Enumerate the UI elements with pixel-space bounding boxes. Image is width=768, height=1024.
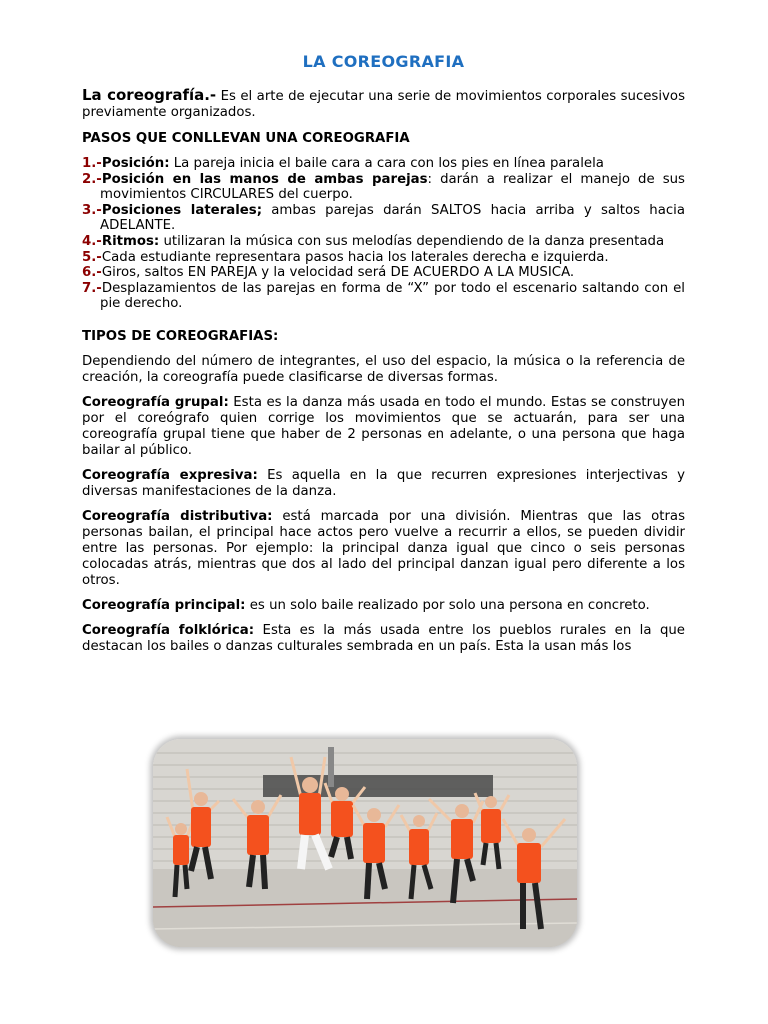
type-text: Esta es la danza más usada en todo el mundo. Estas se construyen por el coreógrafo quien corrige los movimientos que se actuarán, para ser una coreografía grupal tiene que haber de 2 personas en adelante, o una persona que haga bailar al público.: [82, 394, 685, 458]
intro-paragraph: [82, 87, 685, 121]
gym-floor: [153, 869, 577, 947]
step-item: [82, 281, 685, 312]
type-text: Es aquella en la que recurren expresiones interjectivas y diversas manifestaciones de la danza.: [82, 467, 685, 499]
intro-term: La coreografía.-: [82, 86, 217, 104]
step-label: Posición en las manos de ambas parejas: [101, 171, 428, 187]
dancers-illustration: [153, 739, 577, 947]
step-label: Ritmos:: [101, 233, 160, 249]
step-text: : darán a realizar el manejo de sus movimientos CIRCULARES del cuerpo.: [100, 171, 685, 203]
type-text: Esta es la más usada entre los pueblos rurales en la que destacan los bailes o danzas culturales sembrada en un país. Esta la usan más los: [82, 622, 685, 654]
step-item: [82, 156, 685, 172]
step-item: [82, 250, 685, 266]
step-number: 2.-: [82, 171, 102, 187]
type-paragraph: [82, 395, 685, 459]
step-number: 5.-: [82, 249, 102, 265]
step-label: Posición:: [101, 156, 170, 171]
type-term: Coreografía expresiva:: [82, 467, 258, 483]
dancers-photo: [153, 739, 577, 947]
document-page: [82, 52, 685, 655]
step-text: Desplazamientos de las parejas en forma de “X” por todo el escenario saltando con el pie derecho.: [100, 280, 685, 312]
type-term: Coreografía grupal:: [82, 394, 229, 410]
steps-list: [82, 156, 685, 312]
step-number: 3.-: [82, 202, 102, 218]
step-label: Posiciones laterales;: [101, 202, 263, 218]
step-number: 7.-: [82, 280, 102, 296]
type-text: está marcada por una división. Mientras que las otras personas bailan, el principal hace actos pero vuelve a recurrir a ellos, se pueden dividir entre las personas. Por ejemplo: la principal danza igual que cinco o seis personas colocadas atrás, mientras que dos al lado del principal danzan igual pero diferente a los otros.: [82, 508, 686, 588]
type-term: Coreografía folklórica:: [82, 622, 255, 638]
step-text: Giros, saltos EN PAREJA y la velocidad será DE ACUERDO A LA MUSICA.: [101, 265, 575, 281]
type-text: es un solo baile realizado por solo una persona en concreto.: [245, 597, 650, 613]
step-item: [82, 265, 685, 281]
intro-text: Es el arte de ejecutar una serie de movimientos corporales sucesivos previamente organizados.: [82, 89, 685, 120]
type-paragraph: [82, 468, 685, 500]
step-text: La pareja inicia el baile cara a cara con los pies en línea paralela: [169, 156, 604, 171]
basket-post: [328, 747, 334, 787]
type-paragraph: [82, 623, 685, 655]
step-text: ambas parejas darán SALTOS hacia arriba y saltos hacia ADELANTE.: [100, 202, 685, 234]
types-intro: Dependiendo del número de integrantes, el uso del espacio, la música o la referencia de creación, la coreografía puede clasificarse de diversas formas.: [82, 353, 685, 385]
page-title: LA COREOGRAFIA: [302, 52, 465, 71]
step-text: utilizaran la música con sus melodías dependiendo de la danza presentada: [159, 233, 665, 249]
type-paragraph: [82, 509, 685, 589]
step-number: 4.-: [82, 233, 102, 249]
step-item: [82, 234, 685, 250]
step-text: Cada estudiante representara pasos hacia los laterales derecha e izquierda.: [101, 249, 609, 265]
types-heading: TIPOS DE COREOGRAFIAS:: [82, 328, 279, 344]
type-term: Coreografía principal:: [82, 597, 246, 613]
step-number: 1.-: [82, 156, 102, 171]
steps-heading: PASOS QUE CONLLEVAN UNA COREOGRAFIA: [82, 131, 410, 146]
type-term: Coreografía distributiva:: [82, 508, 273, 524]
spacer: [82, 312, 685, 329]
step-item: [82, 172, 685, 203]
type-paragraph: [82, 598, 685, 614]
step-item: [82, 203, 685, 234]
step-number: 6.-: [82, 265, 102, 281]
